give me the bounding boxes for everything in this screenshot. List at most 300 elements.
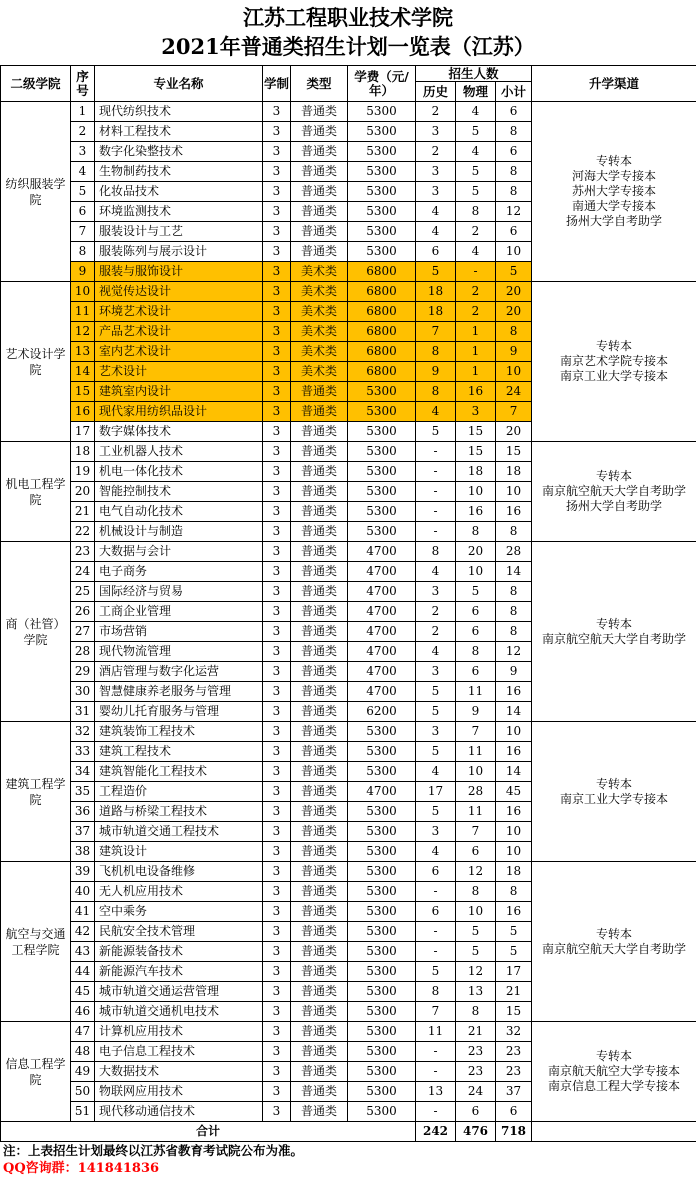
history-cell: - bbox=[416, 522, 456, 542]
fee-cell: 5300 bbox=[348, 842, 416, 862]
seq-cell: 37 bbox=[71, 822, 95, 842]
major-name-cell: 电气自动化技术 bbox=[95, 502, 263, 522]
type-cell: 普通类 bbox=[291, 622, 348, 642]
physics-cell: 4 bbox=[456, 142, 496, 162]
major-name-cell: 数字化染整技术 bbox=[95, 142, 263, 162]
subtotal-cell: 8 bbox=[496, 622, 532, 642]
header-history: 历史 bbox=[416, 82, 456, 102]
type-cell: 普通类 bbox=[291, 162, 348, 182]
subtotal-cell: 9 bbox=[496, 662, 532, 682]
years-cell: 3 bbox=[263, 402, 291, 422]
years-cell: 3 bbox=[263, 582, 291, 602]
fee-cell: 5300 bbox=[348, 222, 416, 242]
subtotal-cell: 20 bbox=[496, 422, 532, 442]
page-title: 江苏工程职业技术学院 bbox=[243, 5, 453, 30]
subtotal-cell: 14 bbox=[496, 562, 532, 582]
college-cell: 商（社管）学院 bbox=[1, 542, 71, 722]
fee-cell: 4700 bbox=[348, 682, 416, 702]
physics-cell: 21 bbox=[456, 1022, 496, 1042]
history-cell: 5 bbox=[416, 702, 456, 722]
years-cell: 3 bbox=[263, 982, 291, 1002]
major-name-cell: 物联网应用技术 bbox=[95, 1082, 263, 1102]
physics-cell: 8 bbox=[456, 1002, 496, 1022]
channel-line: 扬州大学自考助学 bbox=[566, 214, 663, 228]
physics-cell: 12 bbox=[456, 962, 496, 982]
history-cell: 3 bbox=[416, 582, 456, 602]
channel-line: 专转本 bbox=[596, 616, 633, 631]
physics-cell: 5 bbox=[456, 182, 496, 202]
physics-cell: 23 bbox=[456, 1062, 496, 1082]
fee-cell: 5300 bbox=[348, 1002, 416, 1022]
type-cell: 普通类 bbox=[291, 742, 348, 762]
years-cell: 3 bbox=[263, 942, 291, 962]
history-cell: 5 bbox=[416, 802, 456, 822]
fee-cell: 4700 bbox=[348, 642, 416, 662]
major-name-cell: 新能源装备技术 bbox=[95, 942, 263, 962]
years-cell: 3 bbox=[263, 1062, 291, 1082]
type-cell: 普通类 bbox=[291, 882, 348, 902]
channel-line: 南京信息工程大学专接本 bbox=[548, 1079, 681, 1093]
seq-cell: 7 bbox=[71, 222, 95, 242]
subtotal-cell: 6 bbox=[496, 142, 532, 162]
college-cell: 建筑工程学院 bbox=[1, 722, 71, 862]
type-cell: 普通类 bbox=[291, 722, 348, 742]
major-name-cell: 电子信息工程技术 bbox=[95, 1042, 263, 1062]
subtotal-cell: 8 bbox=[496, 122, 532, 142]
subtotal-cell: 20 bbox=[496, 282, 532, 302]
header-fee: 学费（元/年） bbox=[348, 66, 416, 102]
fee-cell: 4700 bbox=[348, 602, 416, 622]
fee-cell: 5300 bbox=[348, 1102, 416, 1122]
type-cell: 普通类 bbox=[291, 222, 348, 242]
fee-cell: 4700 bbox=[348, 622, 416, 642]
subtotal-cell: 8 bbox=[496, 182, 532, 202]
seq-cell: 35 bbox=[71, 782, 95, 802]
history-cell: 2 bbox=[416, 142, 456, 162]
seq-cell: 43 bbox=[71, 942, 95, 962]
major-name-cell: 酒店管理与数字化运营 bbox=[95, 662, 263, 682]
physics-cell: 12 bbox=[456, 862, 496, 882]
type-cell: 普通类 bbox=[291, 562, 348, 582]
channel-line: 南京航空航天大学自考助学 bbox=[542, 941, 687, 956]
type-cell: 普通类 bbox=[291, 1022, 348, 1042]
total-physics: 476 bbox=[456, 1122, 496, 1142]
years-cell: 3 bbox=[263, 122, 291, 142]
college-cell: 航空与交通工程学院 bbox=[1, 862, 71, 1022]
physics-cell: 15 bbox=[456, 422, 496, 442]
type-cell: 普通类 bbox=[291, 1002, 348, 1022]
history-cell: 8 bbox=[416, 542, 456, 562]
physics-cell: 4 bbox=[456, 242, 496, 262]
subtotal-cell: 8 bbox=[496, 882, 532, 902]
subtotal-cell: 16 bbox=[496, 502, 532, 522]
subtotal-cell: 16 bbox=[496, 742, 532, 762]
history-cell: 2 bbox=[416, 102, 456, 122]
history-cell: 3 bbox=[416, 662, 456, 682]
major-name-cell: 产品艺术设计 bbox=[95, 322, 263, 342]
seq-cell: 20 bbox=[71, 482, 95, 502]
history-cell: 9 bbox=[416, 362, 456, 382]
total-label: 合计 bbox=[1, 1122, 416, 1142]
major-name-cell: 民航安全技术管理 bbox=[95, 922, 263, 942]
years-cell: 3 bbox=[263, 442, 291, 462]
seq-cell: 25 bbox=[71, 582, 95, 602]
channel-cell bbox=[532, 1022, 696, 1122]
channel-line: 专转本 bbox=[596, 926, 633, 941]
seq-cell: 2 bbox=[71, 122, 95, 142]
years-cell: 3 bbox=[263, 882, 291, 902]
history-cell: - bbox=[416, 442, 456, 462]
table-row bbox=[1, 862, 696, 882]
history-cell: 5 bbox=[416, 742, 456, 762]
subtotal-cell: 18 bbox=[496, 462, 532, 482]
type-cell: 美术类 bbox=[291, 322, 348, 342]
type-cell: 普通类 bbox=[291, 522, 348, 542]
fee-cell: 6800 bbox=[348, 362, 416, 382]
history-cell: 8 bbox=[416, 382, 456, 402]
physics-cell: - bbox=[456, 262, 496, 282]
type-cell: 普通类 bbox=[291, 1082, 348, 1102]
physics-cell: 16 bbox=[456, 382, 496, 402]
physics-cell: 15 bbox=[456, 442, 496, 462]
channel-line: 苏州大学专接本 bbox=[572, 184, 657, 198]
seq-cell: 17 bbox=[71, 422, 95, 442]
subtotal-cell: 32 bbox=[496, 1022, 532, 1042]
subtotal-cell: 8 bbox=[496, 582, 532, 602]
channel-line: 专转本 bbox=[596, 154, 633, 168]
major-name-cell: 现代纺织技术 bbox=[95, 102, 263, 122]
years-cell: 3 bbox=[263, 782, 291, 802]
major-name-cell: 道路与桥梁工程技术 bbox=[95, 802, 263, 822]
major-name-cell: 建筑装饰工程技术 bbox=[95, 722, 263, 742]
fee-cell: 6800 bbox=[348, 322, 416, 342]
channel-cell bbox=[532, 102, 696, 282]
seq-cell: 28 bbox=[71, 642, 95, 662]
major-name-cell: 工程造价 bbox=[95, 782, 263, 802]
history-cell: 8 bbox=[416, 342, 456, 362]
major-name-cell: 现代移动通信技术 bbox=[95, 1102, 263, 1122]
major-name-cell: 机械设计与制造 bbox=[95, 522, 263, 542]
seq-cell: 40 bbox=[71, 882, 95, 902]
type-cell: 普通类 bbox=[291, 662, 348, 682]
fee-cell: 5300 bbox=[348, 202, 416, 222]
subtotal-cell: 20 bbox=[496, 302, 532, 322]
subtotal-cell: 7 bbox=[496, 402, 532, 422]
subtotal-cell: 23 bbox=[496, 1062, 532, 1082]
subtotal-cell: 12 bbox=[496, 202, 532, 222]
years-cell: 3 bbox=[263, 962, 291, 982]
fee-cell: 5300 bbox=[348, 1082, 416, 1102]
type-cell: 普通类 bbox=[291, 422, 348, 442]
subtotal-cell: 16 bbox=[496, 682, 532, 702]
type-cell: 普通类 bbox=[291, 942, 348, 962]
fee-cell: 6800 bbox=[348, 282, 416, 302]
fee-cell: 5300 bbox=[348, 122, 416, 142]
years-cell: 3 bbox=[263, 602, 291, 622]
seq-cell: 22 bbox=[71, 522, 95, 542]
years-cell: 3 bbox=[263, 1002, 291, 1022]
channel-cell bbox=[532, 542, 696, 722]
major-name-cell: 化妆品技术 bbox=[95, 182, 263, 202]
physics-cell: 24 bbox=[456, 1082, 496, 1102]
major-name-cell: 计算机应用技术 bbox=[95, 1022, 263, 1042]
fee-cell: 5300 bbox=[348, 1062, 416, 1082]
history-cell: 4 bbox=[416, 842, 456, 862]
years-cell: 3 bbox=[263, 822, 291, 842]
physics-cell: 10 bbox=[456, 562, 496, 582]
seq-cell: 3 bbox=[71, 142, 95, 162]
channel-line: 南京航空航天大学自考助学 bbox=[542, 631, 687, 646]
fee-cell: 6800 bbox=[348, 262, 416, 282]
major-name-cell: 数字媒体技术 bbox=[95, 422, 263, 442]
seq-cell: 14 bbox=[71, 362, 95, 382]
major-name-cell: 城市轨道交通机电技术 bbox=[95, 1002, 263, 1022]
fee-cell: 5300 bbox=[348, 902, 416, 922]
subtotal-cell: 28 bbox=[496, 542, 532, 562]
years-cell: 3 bbox=[263, 622, 291, 642]
type-cell: 普通类 bbox=[291, 122, 348, 142]
subtotal-cell: 21 bbox=[496, 982, 532, 1002]
seq-cell: 41 bbox=[71, 902, 95, 922]
type-cell: 普通类 bbox=[291, 822, 348, 842]
physics-cell: 5 bbox=[456, 922, 496, 942]
fee-cell: 4700 bbox=[348, 562, 416, 582]
type-cell: 普通类 bbox=[291, 502, 348, 522]
major-name-cell: 无人机应用技术 bbox=[95, 882, 263, 902]
physics-cell: 9 bbox=[456, 702, 496, 722]
subtotal-cell: 37 bbox=[496, 1082, 532, 1102]
channel-line: 扬州大学自考助学 bbox=[566, 499, 663, 513]
subtotal-cell: 10 bbox=[496, 822, 532, 842]
history-cell: 3 bbox=[416, 182, 456, 202]
years-cell: 3 bbox=[263, 722, 291, 742]
physics-cell: 6 bbox=[456, 602, 496, 622]
history-cell: - bbox=[416, 1042, 456, 1062]
seq-cell: 29 bbox=[71, 662, 95, 682]
history-cell: - bbox=[416, 922, 456, 942]
years-cell: 3 bbox=[263, 562, 291, 582]
fee-cell: 5300 bbox=[348, 722, 416, 742]
fee-cell: 5300 bbox=[348, 762, 416, 782]
subtotal-cell: 14 bbox=[496, 702, 532, 722]
subtotal-cell: 6 bbox=[496, 222, 532, 242]
fee-cell: 6800 bbox=[348, 342, 416, 362]
fee-cell: 4700 bbox=[348, 782, 416, 802]
type-cell: 普通类 bbox=[291, 962, 348, 982]
years-cell: 3 bbox=[263, 522, 291, 542]
total-history: 242 bbox=[416, 1122, 456, 1142]
physics-cell: 6 bbox=[456, 622, 496, 642]
years-cell: 3 bbox=[263, 1102, 291, 1122]
years-cell: 3 bbox=[263, 142, 291, 162]
subtotal-cell: 23 bbox=[496, 1042, 532, 1062]
type-cell: 美术类 bbox=[291, 302, 348, 322]
seq-cell: 6 bbox=[71, 202, 95, 222]
type-cell: 普通类 bbox=[291, 1062, 348, 1082]
type-cell: 普通类 bbox=[291, 442, 348, 462]
table-row bbox=[1, 1022, 696, 1042]
years-cell: 3 bbox=[263, 802, 291, 822]
type-cell: 普通类 bbox=[291, 682, 348, 702]
history-cell: - bbox=[416, 1062, 456, 1082]
history-cell: - bbox=[416, 482, 456, 502]
history-cell: 5 bbox=[416, 682, 456, 702]
fee-cell: 5300 bbox=[348, 422, 416, 442]
physics-cell: 6 bbox=[456, 1102, 496, 1122]
history-cell: 4 bbox=[416, 762, 456, 782]
type-cell: 普通类 bbox=[291, 782, 348, 802]
history-cell: 3 bbox=[416, 162, 456, 182]
subtotal-cell: 14 bbox=[496, 762, 532, 782]
seq-cell: 12 bbox=[71, 322, 95, 342]
fee-cell: 5300 bbox=[348, 482, 416, 502]
type-cell: 普通类 bbox=[291, 762, 348, 782]
major-name-cell: 艺术设计 bbox=[95, 362, 263, 382]
years-cell: 3 bbox=[263, 222, 291, 242]
years-cell: 3 bbox=[263, 322, 291, 342]
history-cell: 4 bbox=[416, 402, 456, 422]
physics-cell: 6 bbox=[456, 662, 496, 682]
physics-cell: 3 bbox=[456, 402, 496, 422]
years-cell: 3 bbox=[263, 202, 291, 222]
seq-cell: 10 bbox=[71, 282, 95, 302]
physics-cell: 11 bbox=[456, 802, 496, 822]
history-cell: 7 bbox=[416, 322, 456, 342]
table-row bbox=[1, 442, 696, 462]
history-cell: 11 bbox=[416, 1022, 456, 1042]
header-seq: 序号 bbox=[71, 66, 95, 102]
major-name-cell: 大数据技术 bbox=[95, 1062, 263, 1082]
fee-cell: 5300 bbox=[348, 102, 416, 122]
seq-cell: 50 bbox=[71, 1082, 95, 1102]
history-cell: 3 bbox=[416, 722, 456, 742]
major-name-cell: 智慧健康养老服务与管理 bbox=[95, 682, 263, 702]
subtotal-cell: 10 bbox=[496, 722, 532, 742]
subtotal-cell: 10 bbox=[496, 242, 532, 262]
subtotal-cell: 24 bbox=[496, 382, 532, 402]
seq-cell: 5 bbox=[71, 182, 95, 202]
history-cell: 3 bbox=[416, 822, 456, 842]
seq-cell: 47 bbox=[71, 1022, 95, 1042]
major-name-cell: 材料工程技术 bbox=[95, 122, 263, 142]
history-cell: 5 bbox=[416, 962, 456, 982]
subtotal-cell: 17 bbox=[496, 962, 532, 982]
seq-cell: 45 bbox=[71, 982, 95, 1002]
seq-cell: 18 bbox=[71, 442, 95, 462]
subtotal-cell: 10 bbox=[496, 842, 532, 862]
seq-cell: 48 bbox=[71, 1042, 95, 1062]
channel-line: 南京工业大学专接本 bbox=[560, 369, 669, 383]
major-name-cell: 服装设计与工艺 bbox=[95, 222, 263, 242]
physics-cell: 23 bbox=[456, 1042, 496, 1062]
type-cell: 普通类 bbox=[291, 642, 348, 662]
major-name-cell: 建筑工程技术 bbox=[95, 742, 263, 762]
seq-cell: 30 bbox=[71, 682, 95, 702]
type-cell: 普通类 bbox=[291, 1102, 348, 1122]
seq-cell: 46 bbox=[71, 1002, 95, 1022]
subtotal-cell: 5 bbox=[496, 922, 532, 942]
history-cell: 4 bbox=[416, 202, 456, 222]
years-cell: 3 bbox=[263, 922, 291, 942]
seq-cell: 27 bbox=[71, 622, 95, 642]
history-cell: 4 bbox=[416, 222, 456, 242]
major-name-cell: 服装陈列与展示设计 bbox=[95, 242, 263, 262]
seq-cell: 36 bbox=[71, 802, 95, 822]
channel-line: 南京工业大学专接本 bbox=[560, 791, 669, 806]
type-cell: 普通类 bbox=[291, 1042, 348, 1062]
type-cell: 普通类 bbox=[291, 802, 348, 822]
seq-cell: 51 bbox=[71, 1102, 95, 1122]
fee-cell: 5300 bbox=[348, 822, 416, 842]
major-name-cell: 市场营销 bbox=[95, 622, 263, 642]
major-name-cell: 建筑设计 bbox=[95, 842, 263, 862]
major-name-cell: 环境监测技术 bbox=[95, 202, 263, 222]
years-cell: 3 bbox=[263, 242, 291, 262]
physics-cell: 20 bbox=[456, 542, 496, 562]
qq-group: QQ咨询群：141841836 bbox=[3, 1161, 160, 1176]
fee-cell: 4700 bbox=[348, 582, 416, 602]
physics-cell: 18 bbox=[456, 462, 496, 482]
subtotal-cell: 16 bbox=[496, 802, 532, 822]
type-cell: 普通类 bbox=[291, 982, 348, 1002]
physics-cell: 2 bbox=[456, 302, 496, 322]
channel-cell bbox=[532, 282, 696, 442]
history-cell: 17 bbox=[416, 782, 456, 802]
seq-cell: 31 bbox=[71, 702, 95, 722]
subtotal-cell: 10 bbox=[496, 482, 532, 502]
fee-cell: 5300 bbox=[348, 1022, 416, 1042]
seq-cell: 39 bbox=[71, 862, 95, 882]
history-cell: 8 bbox=[416, 982, 456, 1002]
physics-cell: 10 bbox=[456, 762, 496, 782]
fee-cell: 5300 bbox=[348, 862, 416, 882]
fee-cell: 5300 bbox=[348, 382, 416, 402]
subtotal-cell: 8 bbox=[496, 522, 532, 542]
type-cell: 普通类 bbox=[291, 902, 348, 922]
seq-cell: 8 bbox=[71, 242, 95, 262]
type-cell: 普通类 bbox=[291, 102, 348, 122]
history-cell: 7 bbox=[416, 1002, 456, 1022]
years-cell: 3 bbox=[263, 542, 291, 562]
type-cell: 美术类 bbox=[291, 362, 348, 382]
subtotal-cell: 15 bbox=[496, 442, 532, 462]
major-name-cell: 建筑室内设计 bbox=[95, 382, 263, 402]
physics-cell: 7 bbox=[456, 722, 496, 742]
major-name-cell: 电子商务 bbox=[95, 562, 263, 582]
major-name-cell: 婴幼儿托育服务与管理 bbox=[95, 702, 263, 722]
type-cell: 普通类 bbox=[291, 602, 348, 622]
seq-cell: 9 bbox=[71, 262, 95, 282]
years-cell: 3 bbox=[263, 1022, 291, 1042]
fee-cell: 5300 bbox=[348, 802, 416, 822]
total-subtotal: 718 bbox=[496, 1122, 532, 1142]
channel-line: 南京艺术学院专接本 bbox=[560, 354, 669, 368]
fee-cell: 5300 bbox=[348, 742, 416, 762]
major-name-cell: 视觉传达设计 bbox=[95, 282, 263, 302]
seq-cell: 23 bbox=[71, 542, 95, 562]
subtotal-cell: 18 bbox=[496, 862, 532, 882]
type-cell: 普通类 bbox=[291, 862, 348, 882]
table-row bbox=[1, 102, 696, 122]
fee-cell: 4700 bbox=[348, 542, 416, 562]
channel-line: 南京航天航空大学专接本 bbox=[548, 1064, 681, 1078]
history-cell: 4 bbox=[416, 642, 456, 662]
years-cell: 3 bbox=[263, 282, 291, 302]
history-cell: 5 bbox=[416, 262, 456, 282]
major-name-cell: 空中乘务 bbox=[95, 902, 263, 922]
type-cell: 普通类 bbox=[291, 842, 348, 862]
total-row bbox=[1, 1122, 696, 1142]
